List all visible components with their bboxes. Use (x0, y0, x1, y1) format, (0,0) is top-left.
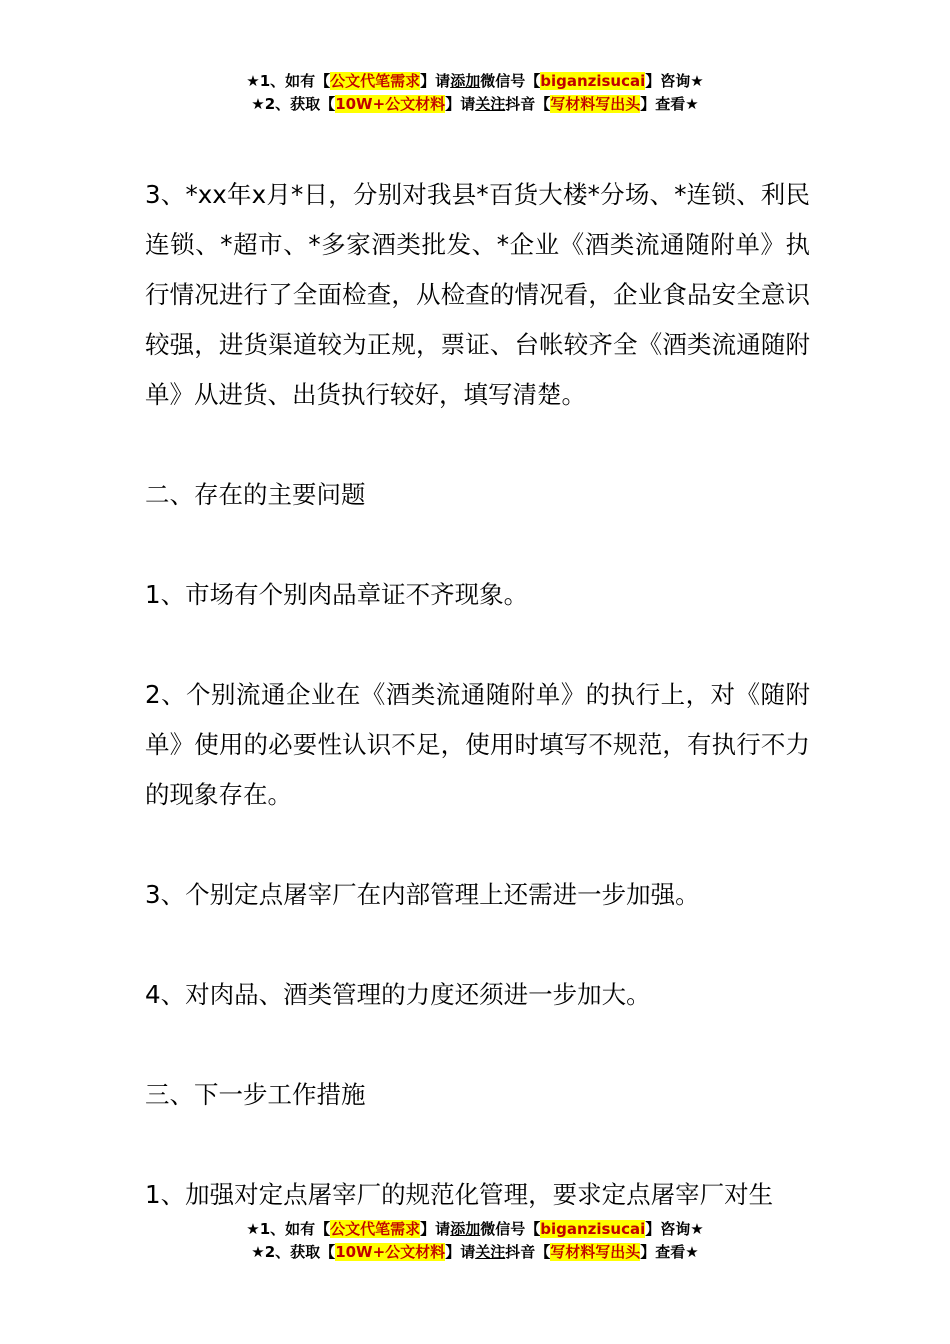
document-body (145, 170, 810, 1220)
banner-highlight-wechat-id: biganzisucai (540, 72, 646, 90)
banner-line-1 (0, 70, 950, 93)
banner-text: 】请 (420, 1220, 451, 1238)
banner-text: 】请 (445, 95, 476, 113)
banner-highlight-douyin: 写材料写出头 (550, 95, 641, 113)
banner-underline-text: 关注 (475, 95, 506, 113)
banner-text: 抖音【 (505, 1243, 551, 1261)
banner-line-2 (0, 93, 950, 116)
banner-text: 微信号【 (480, 1220, 541, 1238)
banner-text: 】查看★ (640, 95, 699, 113)
banner-highlight-service: 公文代笔需求 (330, 72, 421, 90)
banner-underline-text: 添加 (450, 1220, 481, 1238)
banner-text: ★1、如有【 (246, 72, 331, 90)
banner-highlight-wechat-id: biganzisucai (540, 1220, 646, 1238)
banner-text: ★1、如有【 (246, 1220, 331, 1238)
section-heading-problems: 二、存在的主要问题 (145, 480, 366, 509)
banner-text: 抖音【 (505, 95, 551, 113)
banner-line-1 (0, 1218, 950, 1241)
paragraph-problem-2: 2、个别流通企业在《酒类流通随附单》的执行上，对《随附单》使用的必要性认识不足，使用时填写不规范，有执行不力的现象存在。 (145, 680, 810, 809)
banner-text: 】请 (445, 1243, 476, 1261)
banner-text: 】查看★ (640, 1243, 699, 1261)
banner-text: ★2、获取【 (251, 1243, 336, 1261)
header-banner (0, 70, 950, 116)
banner-text: 】咨询★ (645, 1220, 704, 1238)
banner-text: ★2、获取【 (251, 95, 336, 113)
footer-banner (0, 1218, 950, 1264)
banner-text: 】咨询★ (645, 72, 704, 90)
paragraph-problem-1: 1、市场有个别肉品章证不齐现象。 (145, 580, 529, 609)
paragraph-inspection-result: 3、*xx年x月*日，分别对我县*百货大楼*分场、*连锁、利民连锁、*超市、*多家酒类批发、*企业《酒类流通随附单》执行情况进行了全面检查，从检查的情况看，企业食品安全意识较强，进货渠道较为正规，票证、台帐较齐全《酒类流通随附单》从进货、出货执行较好，填写清楚。 (145, 180, 810, 409)
paragraph-problem-4: 4、对肉品、酒类管理的力度还须进一步加大。 (145, 980, 651, 1009)
banner-highlight-service: 公文代笔需求 (330, 1220, 421, 1238)
banner-highlight-materials: 10W+公文材料 (335, 95, 446, 113)
banner-line-2 (0, 1241, 950, 1264)
banner-underline-text: 添加 (450, 72, 481, 90)
banner-highlight-douyin: 写材料写出头 (550, 1243, 641, 1261)
banner-underline-text: 关注 (475, 1243, 506, 1261)
banner-text: 微信号【 (480, 72, 541, 90)
banner-text: 】请 (420, 72, 451, 90)
section-heading-next-steps: 三、下一步工作措施 (145, 1080, 366, 1109)
banner-highlight-materials: 10W+公文材料 (335, 1243, 446, 1261)
paragraph-measure-1: 1、加强对定点屠宰厂的规范化管理，要求定点屠宰厂对生 (145, 1180, 774, 1209)
paragraph-problem-3: 3、个别定点屠宰厂在内部管理上还需进一步加强。 (145, 880, 700, 909)
